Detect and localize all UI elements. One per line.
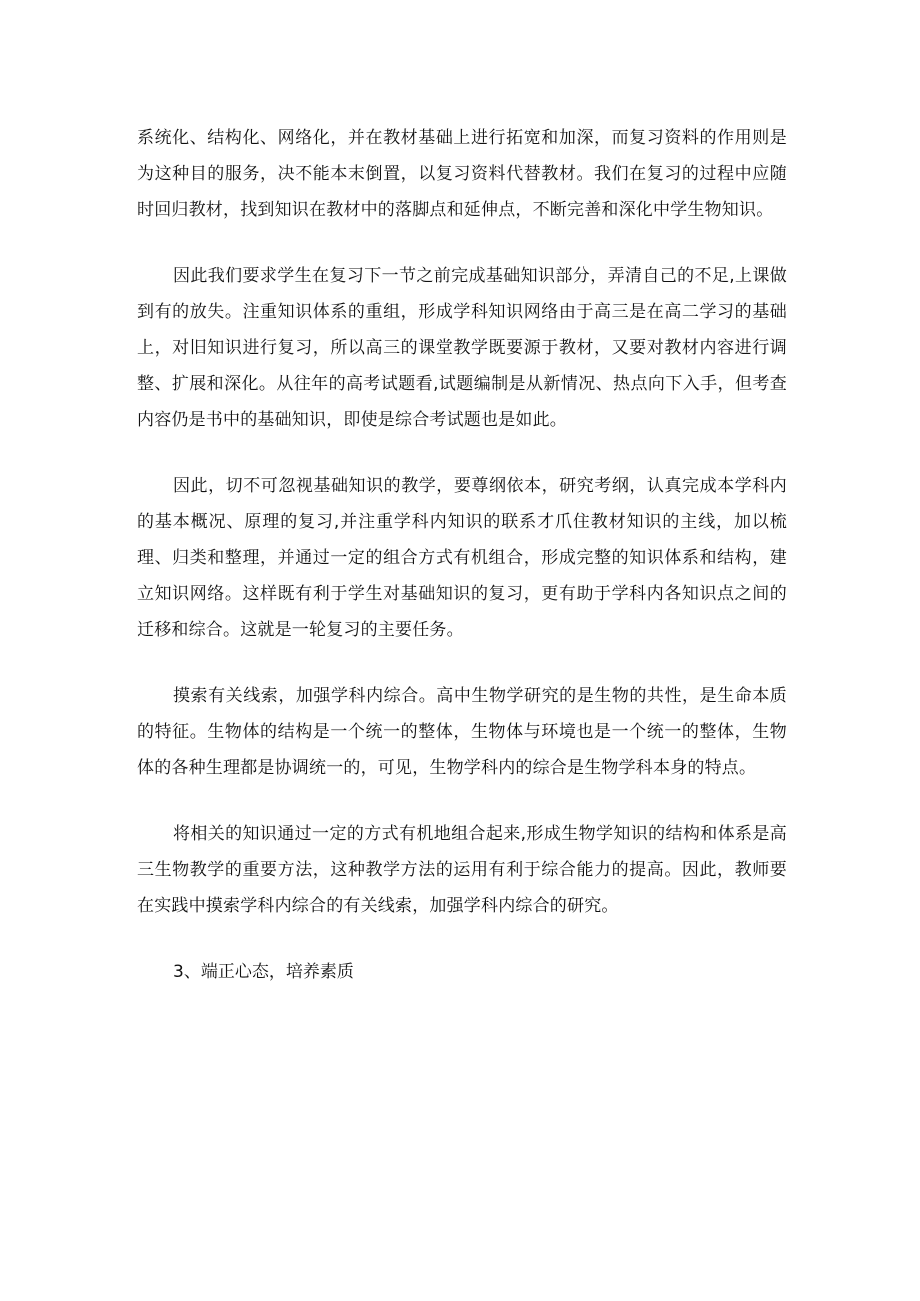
paragraph-3: 因此，切不可忽视基础知识的教学，要尊纲依本，研究考纲，认真完成本学科内的基本概况、原理的复习,并注重学科内知识的联系才爪住教材知识的主线，加以梳理、归类和整理，并通过一定的组合方式有机组合，形成完整的知识体系和结构，建立知识网络。这样既有利于学生对基础知识的复习，更有助于学科内各知识点之间的迁移和综合。这就是一轮复习的主要任务。	[137, 476, 787, 640]
paragraph-2: 因此我们要求学生在复习下一节之前完成基础知识部分，弄清自己的不足,上课做到有的放失。注重知识体系的重组，形成学科知识网络由于高三是在高二学习的基础上，对旧知识进行复习，所以高三的课堂教学既要源于教材，又要对教材内容进行调整、扩展和深化。从往年的高考试题看,试题编制是从新情况、热点向下入手，但考查内容仍是书中的基础知识，即使是综合考试题也是如此。	[137, 266, 787, 430]
document-page	[137, 120, 787, 990]
paragraph-5: 将相关的知识通过一定的方式有机地组合起来,形成生物学知识的结构和体系是高三生物教学的重要方法，这种教学方法的运用有利于综合能力的提高。因此，教师要在实践中摸索学科内综合的有关线索，加强学科内综合的研究。	[137, 824, 787, 916]
paragraph-4: 摸索有关线索，加强学科内综合。高中生物学研究的是生物的共性，是生命本质的特征。生物体的结构是一个统一的整体，生物体与环境也是一个统一的整体，生物体的各种生理都是协调统一的，可见，生物学科内的综合是生物学科本身的特点。	[137, 686, 787, 778]
section-heading: 3、端正心态，培养素质	[173, 962, 354, 982]
paragraph-1: 系统化、结构化、网络化，并在教材基础上进行拓宽和加深，而复习资料的作用则是为这种目的服务，决不能本末倒置，以复习资料代替教材。我们在复习的过程中应随时回归教材，找到知识在教材中的落脚点和延伸点，不断完善和深化中学生物知识。	[137, 128, 787, 220]
